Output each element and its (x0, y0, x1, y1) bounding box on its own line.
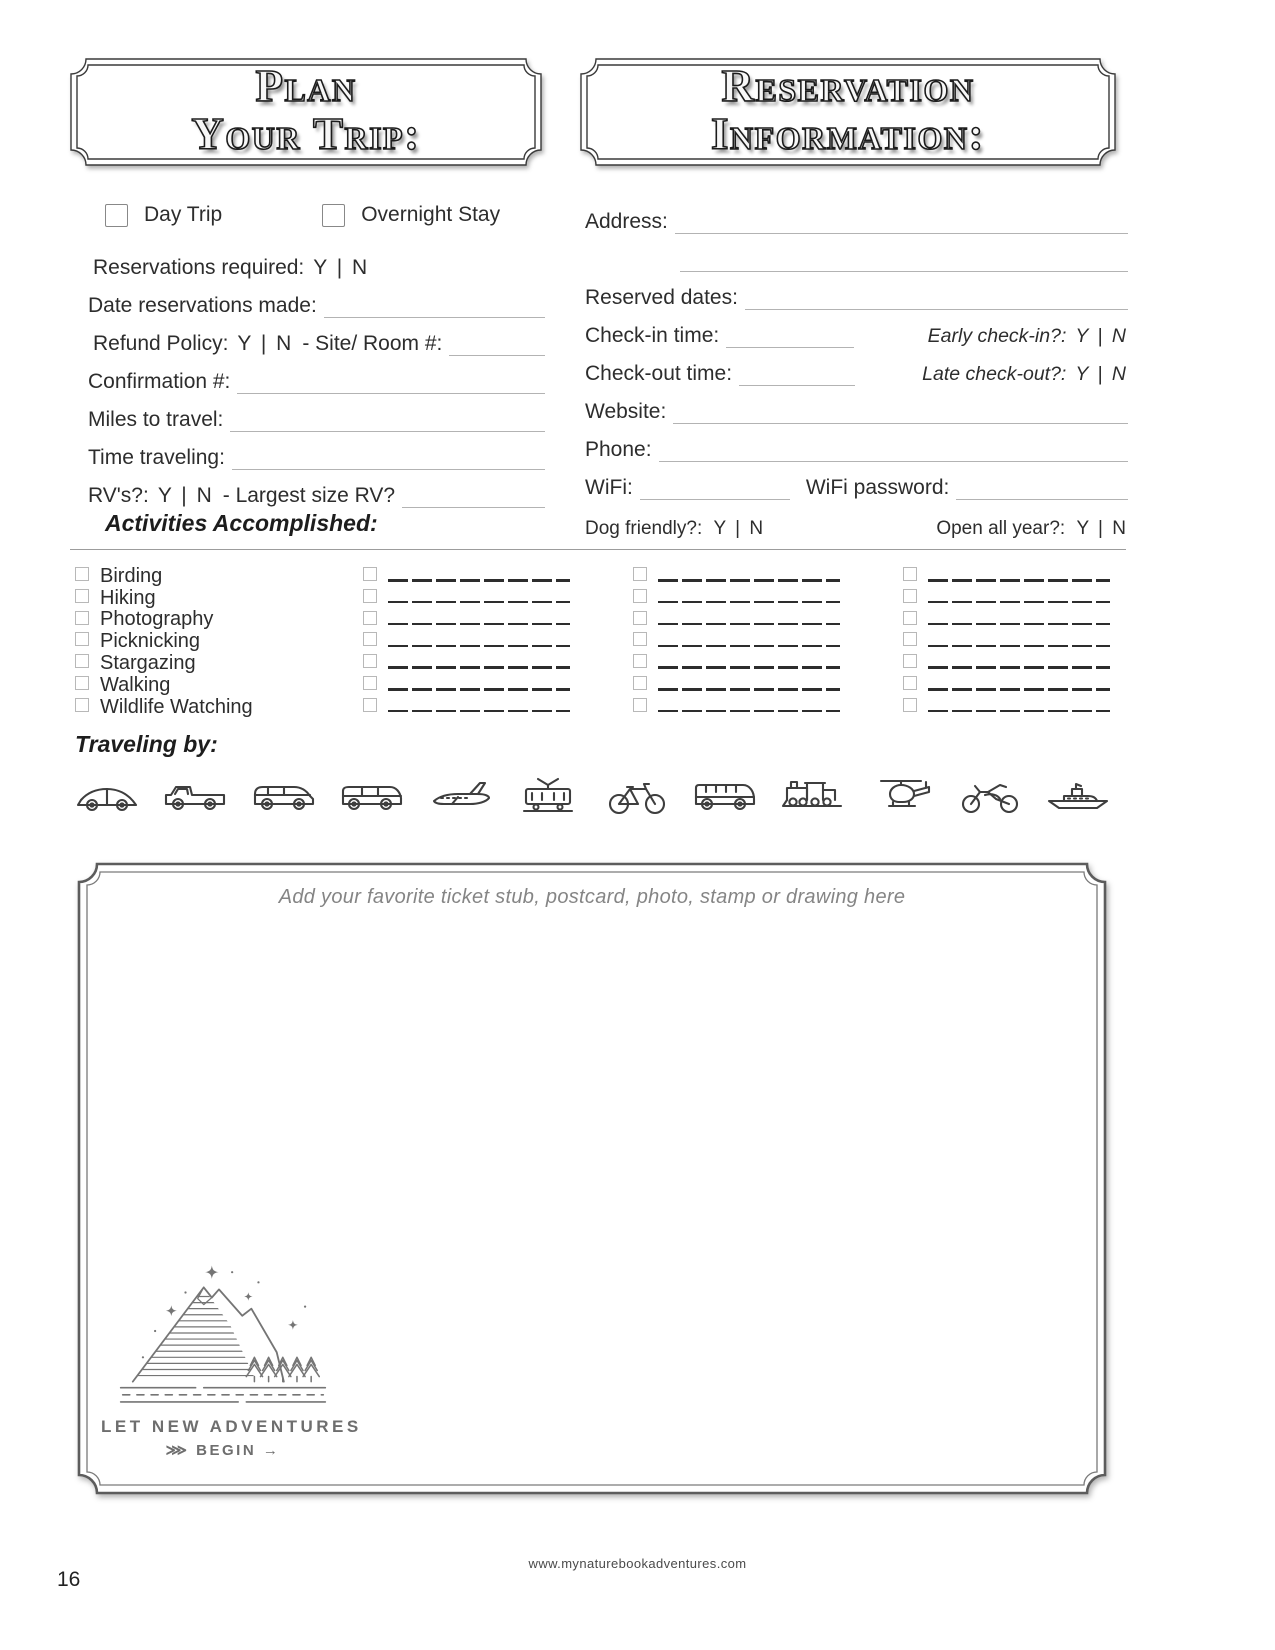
blank-activity-line[interactable] (658, 645, 840, 647)
page-number: 16 (57, 1568, 81, 1591)
rv-yn: Y | N (157, 484, 214, 507)
activity-label-walking: Walking (100, 673, 171, 696)
blank-activity-checkbox[interactable] (633, 654, 647, 668)
site-room-line[interactable] (449, 329, 545, 356)
blank-activity-row (633, 674, 845, 696)
reservation-information-plaque (578, 56, 1118, 168)
blank-activity-checkbox[interactable] (903, 589, 917, 603)
address-line-1[interactable] (675, 207, 1128, 234)
blank-activity-line[interactable] (388, 666, 570, 668)
steam-train-icon (781, 776, 845, 816)
largest-rv-label: - Largest size RV? (222, 484, 396, 507)
phone-label: Phone: (585, 438, 652, 461)
wifi-password-label: WiFi password: (805, 476, 950, 499)
blank-activity-checkbox[interactable] (633, 567, 647, 581)
blank-activity-row (903, 630, 1115, 652)
wifi-label: WiFi: (585, 476, 633, 499)
traveling-icons-row (75, 770, 1110, 816)
address-row (585, 196, 1128, 234)
activity-checkbox-hiking[interactable] (75, 589, 89, 603)
reservation-title-line1: Reservation (721, 61, 975, 111)
open-all-year-yn: Y | N (1076, 518, 1128, 539)
activity-row (75, 565, 305, 587)
website-row (585, 386, 1128, 424)
miles-label: Miles to travel: (88, 408, 224, 431)
blank-activity-line[interactable] (388, 688, 570, 690)
blank-activity-row (363, 587, 575, 609)
blank-activity-row (633, 652, 845, 674)
footer-url: www.mynaturebookadventures.com (528, 1556, 747, 1571)
logo-text-line2: ⋙ BEGIN → (165, 1442, 281, 1459)
blank-activity-row (363, 652, 575, 674)
activity-row (75, 609, 305, 631)
blank-activity-row (903, 652, 1115, 674)
plan-your-trip-plaque (68, 56, 544, 168)
open-all-year-label: Open all year?: (936, 518, 1066, 539)
blank-activity-line[interactable] (658, 601, 840, 603)
time-traveling-line[interactable] (232, 443, 545, 470)
activity-checkbox-walking[interactable] (75, 676, 89, 690)
blank-activity-checkbox[interactable] (363, 654, 377, 668)
activities-blank-column-3 (903, 565, 1115, 718)
largest-rv-line[interactable] (402, 481, 545, 508)
day-trip-option (105, 203, 222, 227)
open-all-year-group (936, 518, 1128, 540)
miles-line[interactable] (230, 405, 545, 432)
activity-row (75, 674, 305, 696)
overnight-checkbox[interactable] (322, 204, 345, 227)
wifi-password-line[interactable] (956, 473, 1128, 500)
plan-title-line2: Your Trip: (191, 109, 421, 160)
reservations-required-row (88, 242, 545, 280)
activity-label-hiking: Hiking (100, 586, 156, 609)
activities-heading: Activities Accomplished: (105, 510, 378, 536)
activity-checkbox-birding[interactable] (75, 567, 89, 581)
overnight-label: Overnight Stay (361, 203, 501, 226)
logo-text-line1: LET NEW ADVENTURES (101, 1417, 362, 1436)
activity-checkbox-stargazing[interactable] (75, 654, 89, 668)
blank-activity-line[interactable] (928, 688, 1110, 690)
activity-label-birding: Birding (100, 564, 163, 587)
blank-activity-row (903, 587, 1115, 609)
memory-box-prompt: Add your favorite ticket stub, postcard, photo, stamp or drawing here (278, 886, 906, 908)
blank-activity-row (363, 696, 575, 718)
blank-activity-checkbox[interactable] (903, 632, 917, 646)
school-bus-icon (693, 776, 757, 816)
blank-activity-line[interactable] (928, 601, 1110, 603)
blank-activity-line[interactable] (388, 645, 570, 647)
dog-friendly-group (585, 518, 765, 540)
address-line-2[interactable] (680, 245, 1128, 272)
blank-activity-checkbox[interactable] (363, 676, 377, 690)
activity-label-photography: Photography (100, 608, 214, 631)
miles-row (88, 394, 545, 432)
reservation-form-column (585, 196, 1128, 540)
refund-policy-row (88, 318, 545, 356)
address-row-2 (585, 234, 1128, 272)
blank-activity-line[interactable] (928, 666, 1110, 668)
blank-activity-row (633, 587, 845, 609)
date-reservations-line[interactable] (324, 291, 545, 318)
helicopter-icon (869, 776, 933, 816)
blank-activity-row (363, 565, 575, 587)
blank-activity-line[interactable] (658, 623, 840, 625)
memory-box[interactable] (75, 860, 1109, 1497)
blank-activity-checkbox[interactable] (363, 567, 377, 581)
blank-activity-line[interactable] (658, 710, 840, 712)
plan-form-column (88, 198, 545, 508)
date-reservations-label: Date reservations made: (88, 294, 317, 317)
wifi-line[interactable] (640, 473, 790, 500)
reservations-required-label: Reservations required: (93, 256, 305, 279)
plan-title (68, 56, 544, 158)
activity-checkbox-picknicking[interactable] (75, 632, 89, 646)
pickup-truck-icon (163, 776, 227, 816)
blank-activity-checkbox[interactable] (633, 589, 647, 603)
blank-activity-row (903, 565, 1115, 587)
phone-line[interactable] (659, 435, 1128, 462)
airplane-icon (428, 776, 492, 816)
suv-icon (252, 776, 316, 816)
blank-activity-row (633, 565, 845, 587)
activities-blank-column-2 (633, 565, 845, 718)
blank-activity-line[interactable] (388, 601, 570, 603)
time-traveling-label: Time traveling: (88, 446, 225, 469)
check-out-row (585, 348, 1128, 386)
refund-policy-yn: Y | N (237, 332, 294, 355)
blank-activity-row (903, 696, 1115, 718)
blank-activity-line[interactable] (388, 623, 570, 625)
rv-row (88, 470, 545, 508)
van-icon (340, 776, 404, 816)
reserved-dates-row (585, 272, 1128, 310)
confirmation-line[interactable] (237, 367, 545, 394)
activity-label-wildlife-watching: Wildlife Watching (100, 695, 253, 718)
blank-activity-checkbox[interactable] (363, 589, 377, 603)
address-label: Address: (585, 210, 668, 233)
blank-activity-checkbox[interactable] (363, 611, 377, 625)
time-traveling-row (88, 432, 545, 470)
check-in-label: Check-in time: (585, 324, 720, 347)
blank-activity-row (633, 696, 845, 718)
early-check-in-yn: Y | N (1075, 325, 1128, 347)
plan-title-line1: Plan (255, 61, 357, 111)
reserved-dates-label: Reserved dates: (585, 286, 738, 309)
reservations-required-yn: Y | N (313, 256, 370, 279)
blank-activity-row (903, 674, 1115, 696)
blank-activity-checkbox[interactable] (633, 676, 647, 690)
blank-activity-line[interactable] (928, 710, 1110, 712)
check-out-label: Check-out time: (585, 362, 733, 385)
blank-activity-line[interactable] (658, 688, 840, 690)
blank-activity-row (633, 609, 845, 631)
activities-named-column (75, 565, 305, 718)
blank-activity-line[interactable] (928, 623, 1110, 625)
mountain-illustration (101, 1258, 345, 1410)
trip-type-row (88, 198, 545, 232)
activity-row (75, 696, 305, 718)
blank-activity-checkbox[interactable] (903, 654, 917, 668)
blank-activity-checkbox[interactable] (363, 632, 377, 646)
traveling-by-heading: Traveling by: (75, 731, 218, 757)
yacht-icon (1046, 776, 1110, 816)
check-in-line[interactable] (726, 321, 854, 348)
dog-open-row (585, 500, 1128, 540)
blank-activity-checkbox[interactable] (633, 632, 647, 646)
overnight-option (322, 203, 500, 227)
reserved-dates-line[interactable] (745, 283, 1128, 310)
blank-activity-line[interactable] (658, 666, 840, 668)
check-out-line[interactable] (739, 359, 855, 386)
day-trip-label: Day Trip (144, 203, 223, 226)
site-room-label: - Site/ Room #: (302, 332, 443, 355)
activity-label-picknicking: Picknicking (100, 630, 201, 653)
reservation-title-line2: Information: (711, 109, 985, 160)
car-icon (75, 776, 139, 816)
blank-activity-line[interactable] (928, 645, 1110, 647)
rv-label: RV's?: (88, 484, 149, 507)
blank-activity-checkbox[interactable] (903, 567, 917, 581)
blank-activity-row (363, 630, 575, 652)
refund-policy-label: Refund Policy: (93, 332, 229, 355)
confirmation-label: Confirmation #: (88, 370, 231, 393)
blank-activity-line[interactable] (388, 579, 570, 581)
motorcycle-icon (958, 776, 1022, 816)
blank-activity-line[interactable] (658, 579, 840, 581)
late-check-out-label: Late check-out?: (922, 363, 1067, 385)
adventure-logo (101, 1258, 362, 1459)
tram-icon (516, 776, 580, 816)
bicycle-icon (605, 776, 669, 816)
activity-checkbox-photography[interactable] (75, 611, 89, 625)
website-label: Website: (585, 400, 667, 423)
confirmation-row (88, 356, 545, 394)
check-in-row (585, 310, 1128, 348)
blank-activity-row (363, 609, 575, 631)
blank-activity-checkbox[interactable] (633, 698, 647, 712)
blank-activity-checkbox[interactable] (903, 611, 917, 625)
day-trip-checkbox[interactable] (105, 204, 128, 227)
blank-activity-checkbox[interactable] (903, 676, 917, 690)
blank-activity-line[interactable] (928, 579, 1110, 581)
activity-row (75, 587, 305, 609)
wifi-row (585, 462, 1128, 500)
date-reservations-row (88, 280, 545, 318)
blank-activity-checkbox[interactable] (633, 611, 647, 625)
dog-friendly-label: Dog friendly?: (585, 518, 703, 539)
section-divider (70, 549, 1126, 550)
activity-checkbox-wildlife-watching[interactable] (75, 698, 89, 712)
phone-row (585, 424, 1128, 462)
blank-activity-row (903, 609, 1115, 631)
late-check-out-yn: Y | N (1075, 363, 1128, 385)
reservation-title (578, 56, 1118, 158)
activities-checklist (75, 565, 1115, 718)
website-line[interactable] (673, 397, 1128, 424)
blank-activity-checkbox[interactable] (903, 698, 917, 712)
activity-label-stargazing: Stargazing (100, 652, 196, 675)
activity-row (75, 630, 305, 652)
activity-row (75, 652, 305, 674)
activities-blank-column-1 (363, 565, 575, 718)
blank-activity-line[interactable] (388, 710, 570, 712)
blank-activity-checkbox[interactable] (363, 698, 377, 712)
blank-activity-row (633, 630, 845, 652)
dog-friendly-yn: Y | N (713, 518, 766, 539)
blank-activity-row (363, 674, 575, 696)
early-check-in-label: Early check-in?: (927, 325, 1067, 347)
